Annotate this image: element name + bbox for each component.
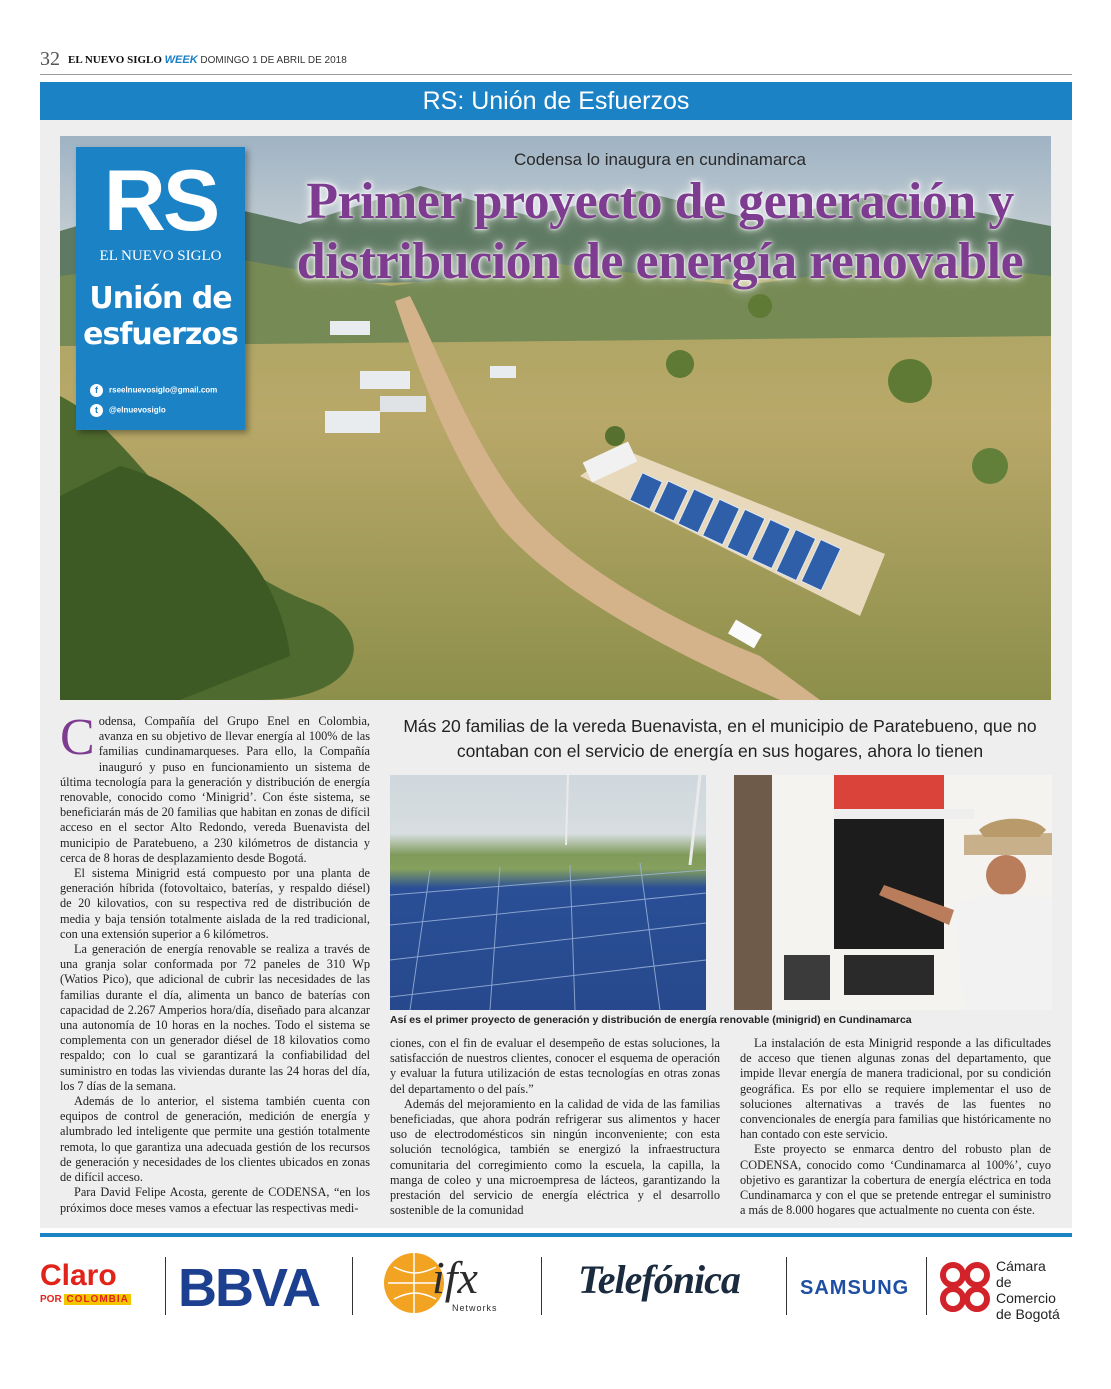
sponsor-claro-logo (40, 1260, 158, 1320)
article-paragraph: Además de lo anterior, el sistema también cuenta con equipos de control de generación, medición de energía y alumbrado led inteligente que permite una gestión totalmente remota, lo que garantiza una adecuada gestión de los recursos de generación y necesidades de los clientes ubicados en zonas de difícil acceso. (60, 1094, 370, 1185)
ccb-wordmark: Cámara de Comercio de Bogotá (996, 1258, 1060, 1322)
telefonica-wordmark: Telefónica (578, 1257, 740, 1302)
article-standfirst: Más 20 familias de la vereda Buenavista, en el municipio de Paratebueno, que no contaban con el servicio de energía en sus hogares, ahora lo tienen (403, 716, 1037, 761)
section-title-bar: RS: Unión de Esfuerzos (40, 82, 1072, 120)
article-paragraph: Este proyecto se enmarca dentro del robusto plan de CODENSA, conocido como ‘Cundinamarca al 100%’, cuyo objetivo es garantizar la cobertura de energía eléctrica en toda Cundinamarca y con el que se pretende entregar el suministro a más de 8.000 hogares que actualmente no cuenta con éste. (740, 1142, 1051, 1218)
rs-logo-union: Unión de esfuerzos (83, 281, 238, 352)
sponsor-bbva-logo: BBVA (178, 1258, 320, 1318)
solar-panels-illustration (390, 775, 706, 1010)
article-paragraph: Además del mejoramiento en la calidad de vida de las familias beneficiadas, que ahora podrán refrigerar sus alimentos y hacer uso de electrodomésticos sin ningún inconveniente; con esta solución tecnológica, también se energizó la infraestructura comunitaria del corregimiento como la escuela, la capilla, la manga de coleo y una microempresa de lácteos, garantizando la prestación del servicio de energía eléctrica y el desarrollo sostenible de la comunidad (390, 1096, 720, 1218)
rs-logo-newspaper: EL NUEVO SIGLO (99, 248, 222, 264)
article-paragraph: ciones, con el fin de evaluar el desempeño de estas soluciones, la satisfacción de nuestros clientes, conocer el esquema de operación y evaluar la futura utilización de estas tecnologías en otras zonas del departamento o del país.” (390, 1036, 720, 1096)
facebook-icon: f (90, 384, 103, 397)
article-column-2 (390, 1036, 720, 1218)
article-paragraph: Para David Felipe Acosta, gerente de CODENSA, “en los próximos doce meses vamos a efectuar las respectivas medi- (60, 1185, 370, 1215)
week-label: WEEK (164, 54, 198, 66)
page-folio (40, 48, 1072, 75)
facebook-email: rseelnuevosiglo@gmail.com (109, 385, 218, 395)
technician-illustration (734, 775, 1052, 1010)
twitter-handle: @elnuevosiglo (109, 405, 166, 415)
sponsor-divider (165, 1257, 166, 1315)
article-column-1 (60, 709, 370, 1216)
sponsor-ccb-logo (938, 1258, 1072, 1322)
article-paragraph: La instalación de esta Minigrid responde a las dificultades de acceso que tienen algunas zonas del departamento, que impide llevar energía de manera tradicional, por su condición geográfica. Es por ello se requiere implementar el uso de soluciones alternativas a través de las fuentes no convencionales de energía para familias que históricamente no han contado con este servicio. (740, 1036, 1051, 1142)
twitter-icon: t (90, 404, 103, 417)
rs-union-logo-box (76, 147, 245, 430)
folio-line (68, 54, 347, 66)
article-kicker: Codensa lo inaugura en cundinamarca (513, 150, 807, 169)
sponsor-divider (786, 1257, 787, 1315)
photo-caption: Así es el primer proyecto de generación y distribución de energía renovable (minigrid) en Cundinamarca (390, 1014, 912, 1026)
article-paragraph: Codensa, Compañía del Grupo Enel en Colombia, avanza en su objetivo de llevar energía al 100% de las familias cundinamarqueses. Para ello, la Compañía inauguró y puso en funcionamiento un sistema de última tecnología para la generación y distribución de energía renovable, conocido como ‘Minigrid’. Con éste sistema, se beneficiarán más de 20 familias que habitan en zonas de difícil acceso en el sector Alto Redondo, vereda Buenavista del municipio de Paratebueno, a 230 kilómetros de distancia y cerca de 8 horas de desplazamiento desde Bogotá. (60, 709, 370, 865)
publication-date: DOMINGO 1 DE ABRIL DE 2018 (200, 55, 347, 66)
solar-panels-photo (390, 775, 706, 1010)
footer-rule (40, 1233, 1072, 1237)
twitter-contact (90, 404, 166, 417)
article-column-3 (740, 1036, 1051, 1218)
claro-tagline: POR COLOMBIA (40, 1294, 129, 1305)
sponsor-ifx-logo (380, 1243, 515, 1325)
page-number: 32 (40, 48, 60, 70)
technician-photo (734, 775, 1052, 1010)
sponsor-telefonica-logo (578, 1256, 773, 1316)
article-headline: Primer proyecto de generación y distribución de energía renovable (296, 173, 1024, 290)
claro-wordmark: Claro (40, 1259, 117, 1292)
drop-cap: C (60, 709, 95, 766)
article-paragraph: El sistema Minigrid está compuesto por una planta de generación híbrida (fotovoltaico, baterías, y respaldo diésel) de 20 kilovatios, con su respectiva red de distribución de media y baja tensión totalmente aislada de la red tradicional, con una extensión superior a 6 kilómetros. (60, 866, 370, 941)
sponsor-divider (541, 1257, 542, 1315)
facebook-contact (90, 384, 217, 397)
ifx-networks-label: Networks (452, 1303, 498, 1313)
sponsor-divider (352, 1257, 353, 1315)
paper-name: EL NUEVO SIGLO (68, 54, 162, 66)
ifx-wordmark: ifx (432, 1252, 478, 1303)
article-paragraph: La generación de energía renovable se realiza a través de una granja solar conformada por 72 paneles de 310 Wp (Watios Pico), que adicional de cubrir las necesidades de las familias durante el día, alimenta un banco de baterías con capacidad de 2.267 Amperios hora/día, diseñado para alcanzar una autonomía de 10 horas en la noches. Todo el sistema se complementa con un generador diésel de 18 kilovatios como respaldo; con lo cual se garantizará la confiabilidad del suministro en todas las viviendas durante las 24 horas del día, los 7 días de la semana. (60, 942, 370, 1093)
ccb-emblem-icon (938, 1260, 992, 1314)
rs-logo-letters: RS (103, 153, 218, 249)
sponsor-divider (926, 1257, 927, 1315)
sponsor-samsung-logo: SAMSUNG (800, 1277, 910, 1299)
